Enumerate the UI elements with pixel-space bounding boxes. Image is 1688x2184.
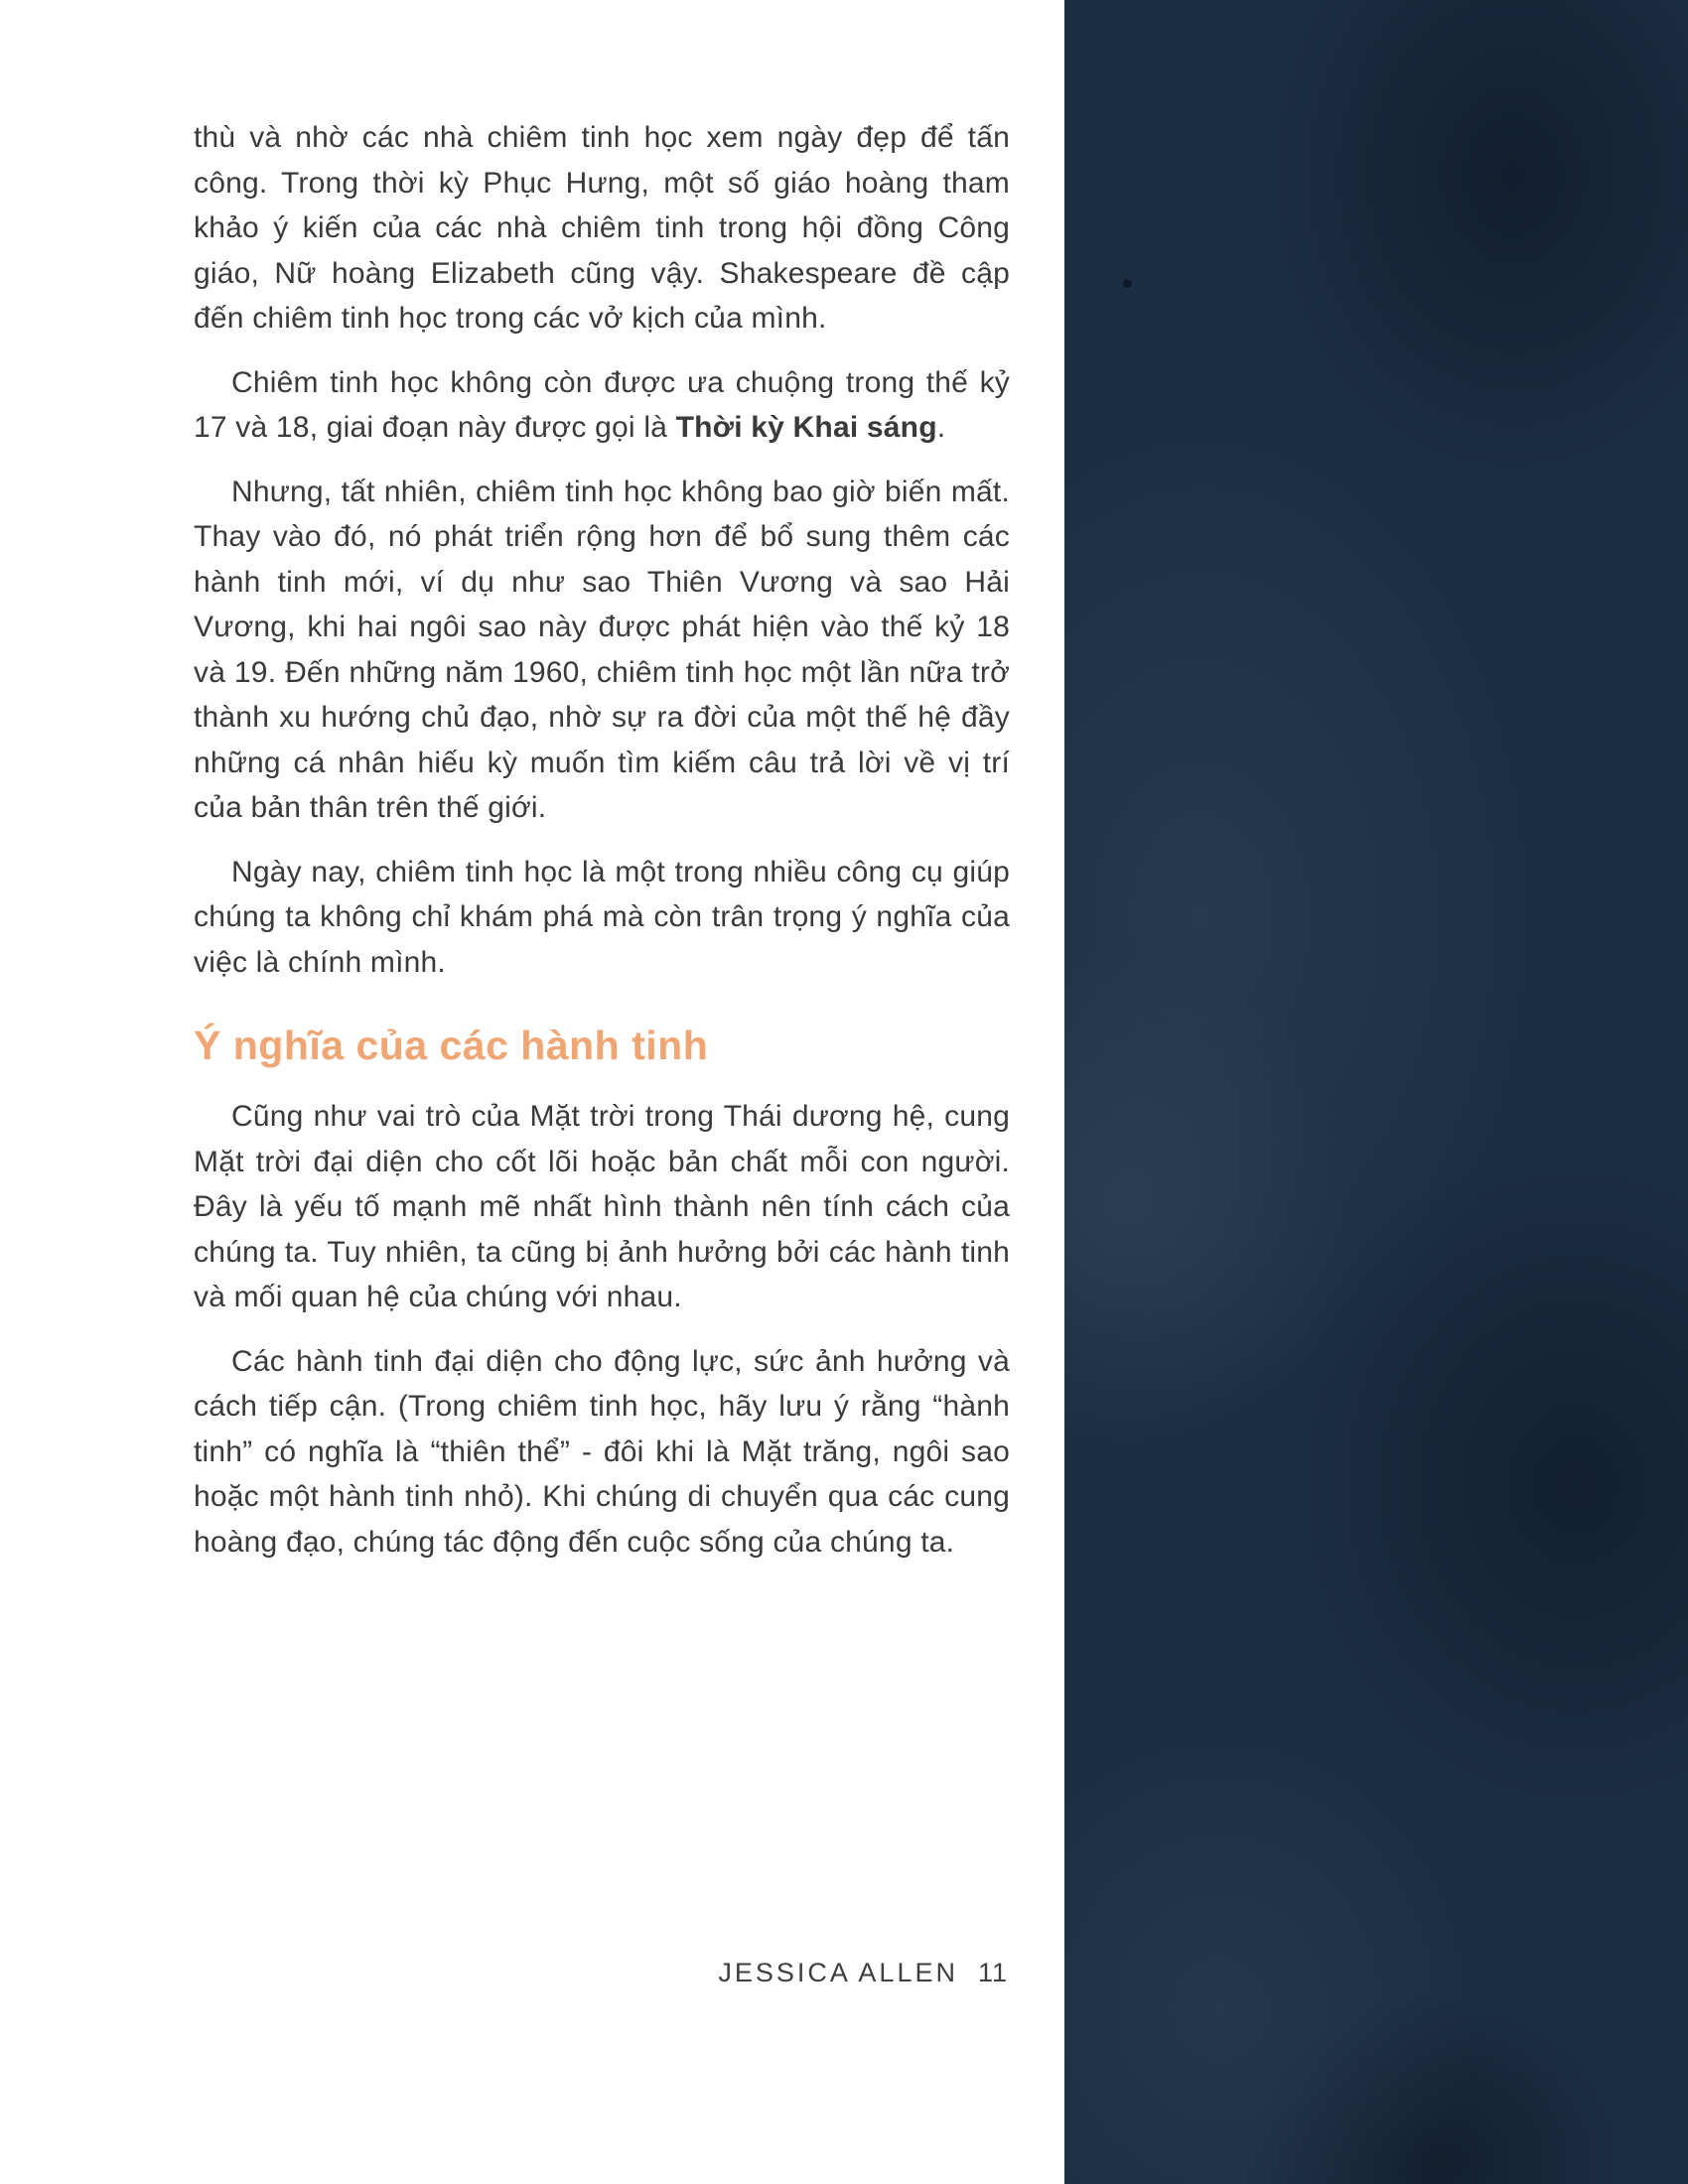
footer-page-number: 11 [977, 1958, 1008, 1987]
enlightenment-era-bold-term: Thời kỳ Khai sáng [675, 411, 937, 444]
paragraph-enlightenment-text: Chiêm tinh học không còn được ưa chuộng trong thế kỷ 17 và 18, giai đoạn này được gọi là [194, 365, 1010, 444]
paragraph-enlightenment-period: . [936, 411, 946, 444]
band-ink-speck [1123, 279, 1132, 288]
watercolor-side-band [1064, 0, 1688, 2184]
paragraph-enlightenment [194, 360, 1010, 451]
paragraph-astrology-today: Ngày nay, chiêm tinh học là một trong nhiều công cụ giúp chúng ta không chỉ khám phá mà còn trân trọng ý nghĩa của việc là chính mình. [194, 855, 1010, 979]
paragraph-planets-influence: Các hành tinh đại diện cho động lực, sức ảnh hưởng và cách tiếp cận. (Trong chiêm tinh học, hãy lưu ý rằng “hành tinh” có nghĩa là “thiên thể” - đôi khi là Mặt trăng, ngôi sao hoặc một hành tinh nhỏ). Khi chúng di chuyển qua các cung hoàng đạo, chúng tác động đến cuộc sống của chúng ta. [194, 1344, 1010, 1559]
content-column [194, 115, 1010, 1583]
section-heading-planet-meanings: Ý nghĩa của các hành tinh [194, 1023, 709, 1068]
paragraph-astrology-revival: Nhưng, tất nhiên, chiêm tinh học không bao giờ biến mất. Thay vào đó, nó phát triển rộng hơn để bổ sung thêm các hành tinh mới, ví dụ như sao Thiên Vương và sao Hải Vương, khi hai ngôi sao này được phát hiện vào thế kỷ 18 và 19. Đến những năm 1960, chiêm tinh học một lần nữa trở thành xu hướng chủ đạo, nhờ sự ra đời của một thế hệ đầy những cá nhân hiếu kỳ muốn tìm kiếm câu trả lời về vị trí của bản thân trên thế giới. [194, 475, 1010, 824]
paragraph-astrology-history: thù và nhờ các nhà chiêm tinh học xem ngày đẹp để tấn công. Trong thời kỳ Phục Hưng, một số giáo hoàng tham khảo ý kiến của các nhà chiêm tinh trong hội đồng Công giáo, Nữ hoàng Elizabeth cũng vậy. Shakespeare đề cập đến chiêm tinh học trong các vở kịch của mình. [194, 121, 1010, 335]
page-footer [718, 1958, 1008, 1988]
footer-author-name: JESSICA ALLEN [718, 1958, 958, 1987]
paragraph-sun-sign: Cũng như vai trò của Mặt trời trong Thái dương hệ, cung Mặt trời đại diện cho cốt lõi hoặc bản chất mỗi con người. Đây là yếu tố mạnh mẽ nhất hình thành nên tính cách của chúng ta. Tuy nhiên, ta cũng bị ảnh hưởng bởi các hành tinh và mối quan hệ của chúng với nhau. [194, 1100, 1010, 1313]
